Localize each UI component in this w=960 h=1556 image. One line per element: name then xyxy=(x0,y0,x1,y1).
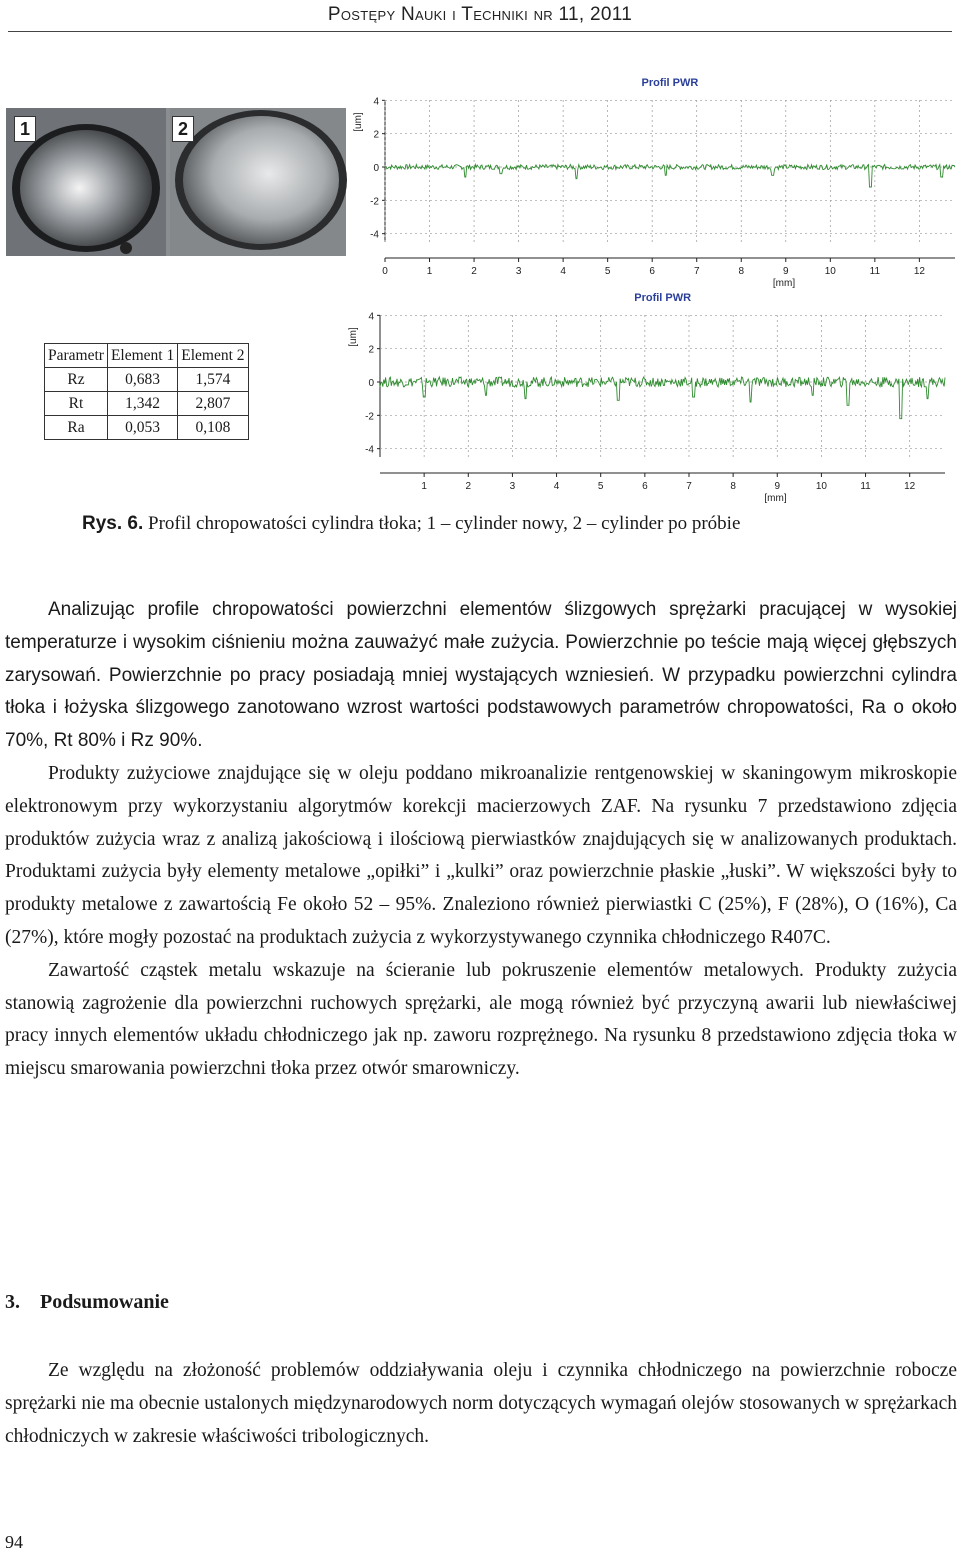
section-heading xyxy=(5,1291,169,1314)
x-tick-label: 9 xyxy=(774,481,781,492)
section-title: Podsumowanie xyxy=(40,1291,169,1313)
x-tick-label: 3 xyxy=(515,266,522,277)
x-tick-label: 0 xyxy=(382,266,388,277)
table-cell: Rt xyxy=(45,392,108,416)
photo-label-1: 1 xyxy=(14,116,36,142)
x-tick-label: 7 xyxy=(686,481,692,492)
caption-label: Rys. 6. xyxy=(82,513,144,534)
x-tick-label: 4 xyxy=(553,481,560,492)
body-text xyxy=(5,594,957,1086)
roughness-parameter-table xyxy=(44,343,249,440)
running-header: Postępy Nauki i Techniki nr 11, 2011 xyxy=(327,4,633,25)
y-tick-label: 4 xyxy=(373,96,379,108)
summary-text xyxy=(5,1355,957,1453)
chart-title: Profil PWR xyxy=(634,292,692,304)
chart-title: Profil PWR xyxy=(641,77,699,89)
table-header: Element 2 xyxy=(178,344,248,368)
x-tick-label: 12 xyxy=(904,481,916,492)
x-tick-label: 11 xyxy=(869,266,881,277)
x-tick-label: 5 xyxy=(604,266,611,277)
roughness-profile-charts xyxy=(350,72,960,502)
table-header: Parametr xyxy=(45,344,108,368)
paragraph: Analizując profile chropowatości powierzchni elementów ślizgowych sprężarki pracującej w wysokiej temperaturze i wysokim ciśnieniu można zauważyć małe zużycia. Powierzchnie po teście mają więcej głębszych zarysowań. Powierzchnie po pracy posiadają mniej wystających wzniesień. W przypadku powierzchni cylindra tłoka i łożyska ślizgowego zanotowano wzrost wartości podstawowych parametrów chropowatości, Ra o około 70%, Rt 80% i Rz 90%. xyxy=(5,599,957,752)
table-header: Element 1 xyxy=(107,344,177,368)
profile-series-line xyxy=(385,165,955,188)
x-tick-label: 6 xyxy=(642,481,648,492)
y-tick-label: 0 xyxy=(368,378,374,389)
x-axis-label: [mm] xyxy=(764,493,787,504)
table-cell: Rz xyxy=(45,368,108,392)
table-cell: Ra xyxy=(45,416,108,440)
x-tick-label: 1 xyxy=(426,266,433,277)
x-tick-label: 9 xyxy=(783,266,789,277)
y-tick-label: 4 xyxy=(368,311,374,323)
y-axis-label: [um] xyxy=(353,112,364,132)
x-tick-label: 5 xyxy=(597,481,604,492)
table-cell: 2,807 xyxy=(178,392,248,416)
y-tick-label: 2 xyxy=(368,344,374,356)
x-tick-label: 2 xyxy=(471,266,477,277)
x-tick-label: 12 xyxy=(913,266,925,277)
table-row xyxy=(45,368,249,392)
caption-text: Profil chropowatości cylindra tłoka; 1 – cylinder nowy, 2 – cylinder po próbie xyxy=(143,513,741,534)
header-rule xyxy=(8,31,952,32)
x-tick-label: 10 xyxy=(815,481,827,492)
x-tick-label: 3 xyxy=(509,481,516,492)
paragraph: Produkty zużyciowe znajdujące się w oleju poddano mikroanalizie rentgenowskiej w skaningowym mikroskopie elektronowym przy wykorzystaniu algorytmów korekcji macierzowych ZAF. Na rysunku 7 przedstawiono zdjęcia produktów zużycia wraz z analizą jakościową i ilościową pierwiastków znajdujących się w analizowanych produktach. Produktami zużycia były elementy metalowe „opiłki” i „kulki” oraz powierzchnie płaskie „łuski”. W większości były to produkty metalowe z zawartością Fe około 52 – 95%. Znaleziono również pierwiastki C (25%), F (28%), O (16%), Ca (27%), które mogły pozostać na produktach zużycia z wykorzystywanego czynnika chłodniczego R407C. xyxy=(5,762,957,948)
x-tick-label: 11 xyxy=(860,481,871,492)
photo-label-2: 2 xyxy=(172,116,194,142)
x-tick-label: 6 xyxy=(649,266,655,277)
x-tick-label: 8 xyxy=(730,481,736,492)
x-tick-label: 7 xyxy=(693,266,700,277)
page-number: 94 xyxy=(5,1532,23,1552)
x-axis-label: [mm] xyxy=(772,278,796,289)
x-tick-label: 2 xyxy=(465,481,472,492)
y-tick-label: -4 xyxy=(370,229,379,241)
paragraph: Zawartość cząstek metalu wskazuje na ścieranie lub pokruszenie elementów metalowych. Produkty zużycia stanowią zagrożenie dla powierzchni ruchowych sprężarki, ale mogą również być przyczyną awarii lub niewłaściwej pracy innych elementów układu chłodniczego jak np. zaworu rozprężnego. Na rysunku 8 przedstawiono zdjęcia tłoka w miejscu smarowania powierzchni tłoka przez otwór smarowniczy. xyxy=(5,959,957,1080)
y-tick-label: -4 xyxy=(365,444,374,456)
profile-series-line xyxy=(380,377,945,419)
y-axis-label: [um] xyxy=(348,327,359,347)
table-cell: 0,053 xyxy=(107,416,177,440)
table-cell: 0,108 xyxy=(178,416,248,440)
y-tick-label: 0 xyxy=(373,163,379,174)
y-tick-label: 2 xyxy=(373,129,379,141)
x-tick-label: 4 xyxy=(560,266,566,277)
figure-caption xyxy=(82,513,740,535)
table-row xyxy=(45,416,249,440)
section-number: 3. xyxy=(5,1291,20,1313)
x-tick-label: 8 xyxy=(738,266,745,277)
table-cell: 1,574 xyxy=(178,368,248,392)
table-header-row xyxy=(45,344,249,368)
table-cell: 1,342 xyxy=(107,392,177,416)
y-tick-label: -2 xyxy=(370,196,379,208)
table-cell: 0,683 xyxy=(107,368,177,392)
y-tick-label: -2 xyxy=(365,411,374,423)
paragraph: Ze względu na złożoność problemów oddziaływania oleju i czynnika chłodniczego na powierzchnie robocze sprężarki nie ma obecnie ustalonych międzynarodowych norm dotyczących wymagań olejów stosowanych w sprężarkach chłodniczych w zakresie właściwości tribologicznych. xyxy=(5,1360,957,1447)
x-tick-label: 10 xyxy=(824,266,836,277)
x-tick-label: 1 xyxy=(421,481,427,492)
table-row xyxy=(45,392,249,416)
